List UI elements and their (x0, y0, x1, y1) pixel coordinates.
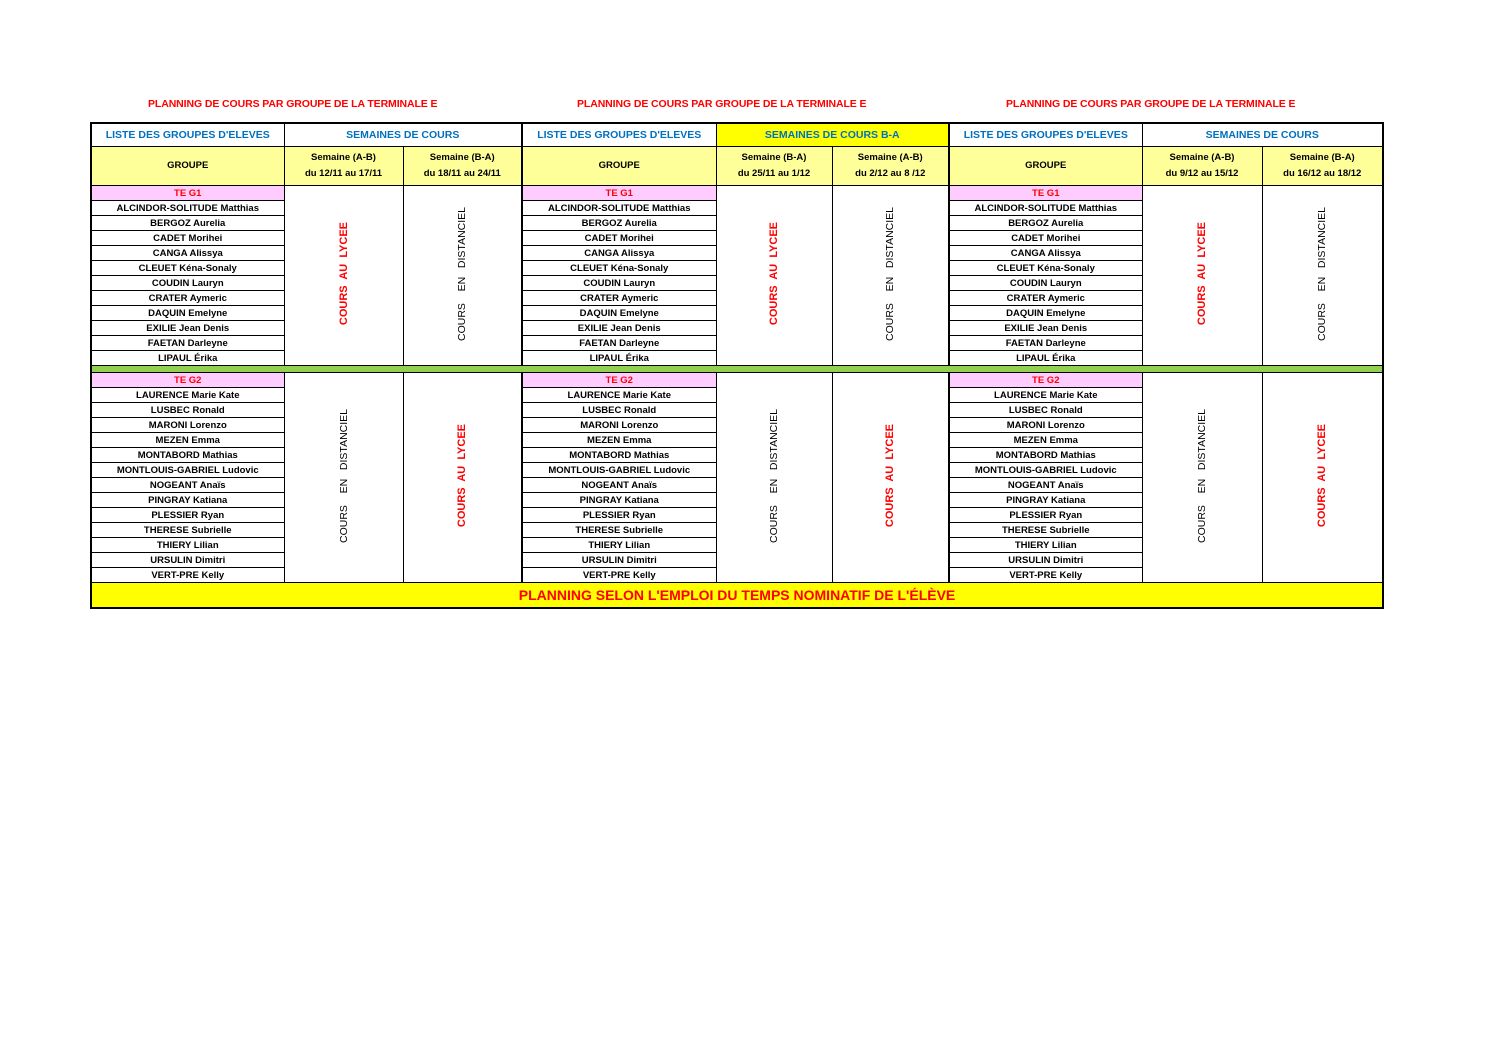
student-name: EXILIE Jean Denis (522, 321, 716, 336)
student-name: PINGRAY Katiana (949, 493, 1142, 508)
page-title: PLANNING DE COURS PAR GROUPE DE LA TERMINALE E (1006, 98, 1296, 110)
student-name: BERGOZ Aurelia (522, 216, 716, 231)
course-mode-label: COURS AU LYCEE (1316, 424, 1329, 528)
student-name: LUSBEC Ronald (91, 403, 284, 418)
course-mode-label: COURS EN DISTANCIEL (456, 207, 469, 341)
liste-header: LISTE DES GROUPES D'ELEVES (949, 123, 1142, 147)
student-name: CADET Morihei (91, 231, 284, 246)
titles-row (90, 98, 1382, 114)
student-name: CADET Morihei (522, 231, 716, 246)
week-type: Semaine (A-B) (857, 152, 923, 163)
student-name: MARONI Lorenzo (91, 418, 284, 433)
student-name: LAURENCE Marie Kate (91, 388, 284, 403)
week-dates: du 18/11 au 24/11 (423, 168, 501, 179)
student-name: LAURENCE Marie Kate (949, 388, 1142, 403)
student-name: MONTLOUIS-GABRIEL Ludovic (949, 463, 1142, 478)
course-mode-cell (1262, 373, 1383, 583)
student-name: PINGRAY Katiana (91, 493, 284, 508)
week-cell (1142, 147, 1262, 186)
course-mode-label: COURS AU LYCEE (884, 424, 897, 528)
week-dates: du 2/12 au 8 /12 (855, 168, 926, 179)
course-mode-cell (716, 373, 832, 583)
student-name: EXILIE Jean Denis (949, 321, 1142, 336)
week-dates: du 16/12 au 18/12 (1283, 168, 1362, 179)
course-mode-cell (832, 186, 949, 366)
student-name: MONTLOUIS-GABRIEL Ludovic (522, 463, 716, 478)
week-cell (716, 147, 832, 186)
student-name: CANGA Alissya (522, 246, 716, 261)
groupe-header: GROUPE (522, 147, 716, 186)
course-mode-label: COURS AU LYCEE (456, 424, 469, 528)
student-name: FAETAN Darleyne (949, 336, 1142, 351)
student-name: CLEUET Kéna-Sonaly (522, 261, 716, 276)
student-name: PLESSIER Ryan (522, 508, 716, 523)
course-mode-label: COURS EN DISTANCIEL (1196, 409, 1209, 543)
liste-header: LISTE DES GROUPES D'ELEVES (91, 123, 284, 147)
student-name: MONTABORD Mathias (949, 448, 1142, 463)
student-name: COUDIN Lauryn (949, 276, 1142, 291)
week-dates: du 12/11 au 17/11 (304, 168, 383, 179)
student-name: FAETAN Darleyne (91, 336, 284, 351)
student-name: MONTABORD Mathias (522, 448, 716, 463)
group-name: TE G2 (522, 373, 716, 388)
student-name: LIPAUL Érika (522, 351, 716, 366)
student-name: LIPAUL Érika (949, 351, 1142, 366)
student-name: VERT-PRE Kelly (522, 568, 716, 583)
student-name: ALCINDOR-SOLITUDE Matthias (949, 201, 1142, 216)
group-name: TE G2 (949, 373, 1142, 388)
week-cell (403, 147, 522, 186)
student-name: MEZEN Emma (949, 433, 1142, 448)
week-dates: du 9/12 au 15/12 (1165, 168, 1239, 179)
student-name: DAQUIN Emelyne (522, 306, 716, 321)
student-name: NOGEANT Anaïs (522, 478, 716, 493)
student-name: BERGOZ Aurelia (949, 216, 1142, 231)
student-name: NOGEANT Anaïs (949, 478, 1142, 493)
page-title: PLANNING DE COURS PAR GROUPE DE LA TERMINALE E (577, 98, 867, 110)
course-mode-cell (1142, 373, 1262, 583)
student-name: MARONI Lorenzo (522, 418, 716, 433)
student-name: BERGOZ Aurelia (91, 216, 284, 231)
student-name: THIERY Lilian (949, 538, 1142, 553)
course-mode-label: COURS EN DISTANCIEL (768, 409, 780, 543)
group-name: TE G2 (91, 373, 284, 388)
student-name: LIPAUL Érika (91, 351, 284, 366)
header-row (91, 123, 1383, 147)
group-row (91, 373, 1383, 388)
student-name: LUSBEC Ronald (522, 403, 716, 418)
student-name: CLEUET Kéna-Sonaly (91, 261, 284, 276)
week-type: Semaine (A-B) (1169, 152, 1235, 163)
course-mode-cell (832, 373, 949, 583)
course-mode-cell (1262, 186, 1383, 366)
group-row (91, 186, 1383, 201)
week-header-row (91, 147, 1383, 186)
student-name: CRATER Aymeric (91, 291, 284, 306)
group-name: TE G1 (91, 186, 284, 201)
week-cell (284, 147, 403, 186)
student-name: PINGRAY Katiana (522, 493, 716, 508)
page-title: PLANNING DE COURS PAR GROUPE DE LA TERMINALE E (148, 98, 438, 110)
student-name: THIERY Lilian (91, 538, 284, 553)
student-name: NOGEANT Anaïs (91, 478, 284, 493)
semaines-header: SEMAINES DE COURS (1142, 123, 1383, 147)
course-mode-cell (284, 373, 403, 583)
student-name: CANGA Alissya (91, 246, 284, 261)
week-type: Semaine (B-A) (741, 152, 807, 163)
course-mode-cell (1142, 186, 1262, 366)
student-name: VERT-PRE Kelly (949, 568, 1142, 583)
week-dates: du 25/11 au 1/12 (737, 168, 811, 179)
student-name: URSULIN Dimitri (91, 553, 284, 568)
student-name: CANGA Alissya (949, 246, 1142, 261)
week-cell (832, 147, 949, 186)
student-name: FAETAN Darleyne (522, 336, 716, 351)
student-name: CRATER Aymeric (949, 291, 1142, 306)
student-name: THIERY Lilian (522, 538, 716, 553)
group-name: TE G1 (522, 186, 716, 201)
student-name: LUSBEC Ronald (949, 403, 1142, 418)
semaines-header: SEMAINES DE COURS B-A (716, 123, 949, 147)
student-name: ALCINDOR-SOLITUDE Matthias (91, 201, 284, 216)
footer-banner: PLANNING SELON L'EMPLOI DU TEMPS NOMINATIF DE L'ÉLÈVE (91, 583, 1383, 609)
course-mode-label: COURS AU LYCEE (768, 222, 780, 326)
student-name: PLESSIER Ryan (949, 508, 1142, 523)
student-name: ALCINDOR-SOLITUDE Matthias (522, 201, 716, 216)
course-mode-cell (403, 373, 522, 583)
student-name: COUDIN Lauryn (522, 276, 716, 291)
student-name: MARONI Lorenzo (949, 418, 1142, 433)
group-separator (91, 366, 1383, 373)
course-mode-label: COURS AU LYCEE (337, 222, 350, 326)
student-name: CADET Morihei (949, 231, 1142, 246)
student-name: CRATER Aymeric (522, 291, 716, 306)
groupe-header: GROUPE (949, 147, 1142, 186)
student-name: PLESSIER Ryan (91, 508, 284, 523)
footer-row (91, 583, 1383, 609)
planning-table (90, 122, 1384, 609)
course-mode-label: COURS EN DISTANCIEL (1316, 207, 1329, 341)
week-type: Semaine (A-B) (311, 152, 376, 163)
semaines-header: SEMAINES DE COURS (284, 123, 522, 147)
course-mode-label: COURS EN DISTANCIEL (337, 409, 350, 543)
student-name: URSULIN Dimitri (522, 553, 716, 568)
student-name: THERESE Subrielle (949, 523, 1142, 538)
student-name: MONTABORD Mathias (91, 448, 284, 463)
course-mode-cell (284, 186, 403, 366)
student-name: COUDIN Lauryn (91, 276, 284, 291)
student-name: DAQUIN Emelyne (949, 306, 1142, 321)
course-mode-label: COURS EN DISTANCIEL (884, 207, 897, 341)
student-name: VERT-PRE Kelly (91, 568, 284, 583)
week-type: Semaine (B-A) (429, 152, 495, 163)
student-name: THERESE Subrielle (91, 523, 284, 538)
student-name: CLEUET Kéna-Sonaly (949, 261, 1142, 276)
student-name: LAURENCE Marie Kate (522, 388, 716, 403)
student-name: MEZEN Emma (522, 433, 716, 448)
student-name: URSULIN Dimitri (949, 553, 1142, 568)
week-type: Semaine (B-A) (1289, 152, 1355, 163)
course-mode-cell (403, 186, 522, 366)
week-cell (1262, 147, 1383, 186)
liste-header: LISTE DES GROUPES D'ELEVES (522, 123, 716, 147)
student-name: THERESE Subrielle (522, 523, 716, 538)
student-name: MONTLOUIS-GABRIEL Ludovic (91, 463, 284, 478)
course-mode-label: COURS AU LYCEE (1196, 222, 1209, 326)
groupe-header: GROUPE (91, 147, 284, 186)
student-name: EXILIE Jean Denis (91, 321, 284, 336)
student-name: MEZEN Emma (91, 433, 284, 448)
student-name: DAQUIN Emelyne (91, 306, 284, 321)
course-mode-cell (716, 186, 832, 366)
group-name: TE G1 (949, 186, 1142, 201)
